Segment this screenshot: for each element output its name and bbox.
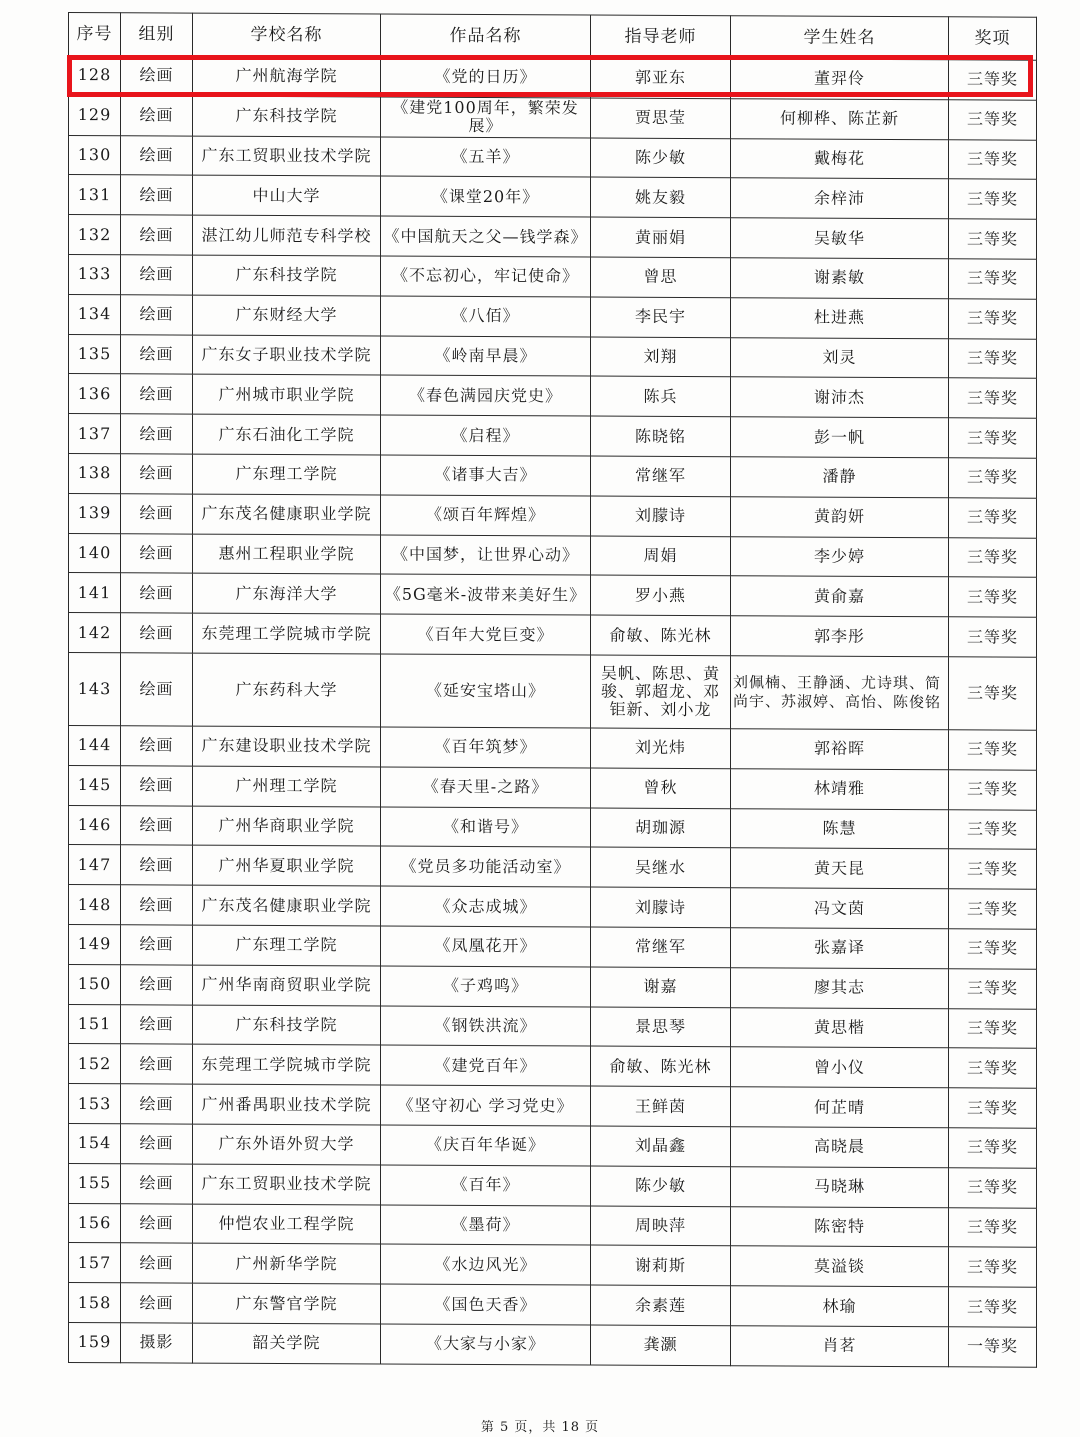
cell-group: 绘画 <box>121 1283 193 1323</box>
cell-students: 马晓琳 <box>731 1166 949 1207</box>
table-header-row <box>69 13 1037 61</box>
cell-work: 《中国梦，让世界心动》 <box>381 535 591 576</box>
cell-no: 128 <box>69 56 121 96</box>
cell-school: 广东外语外贸大学 <box>193 1124 381 1165</box>
table-row <box>69 56 1037 101</box>
cell-work: 《中国航天之父—钱学森》 <box>381 216 591 257</box>
cell-work: 《建党100周年，繁荣发展》 <box>381 97 591 138</box>
cell-no: 130 <box>69 135 121 175</box>
cell-group: 绘画 <box>121 1004 193 1044</box>
cell-no: 137 <box>69 414 121 454</box>
cell-teacher: 胡珈源 <box>591 808 731 848</box>
cell-teacher: 王鲜茵 <box>591 1086 731 1126</box>
cell-group: 绘画 <box>121 964 193 1004</box>
cell-award: 三等奖 <box>949 259 1037 299</box>
header-students: 学生姓名 <box>731 16 949 60</box>
cell-school: 广东女子职业技术学院 <box>193 335 381 376</box>
cell-group: 绘画 <box>121 1084 193 1124</box>
cell-students: 肖茗 <box>731 1326 949 1367</box>
cell-award: 一等奖 <box>949 1327 1037 1367</box>
awards-table <box>68 12 1037 1367</box>
cell-award: 三等奖 <box>949 100 1037 140</box>
cell-award: 三等奖 <box>949 809 1037 849</box>
cell-award: 三等奖 <box>949 889 1037 929</box>
table-row <box>69 254 1037 299</box>
cell-group: 绘画 <box>121 613 193 653</box>
table-body <box>69 56 1037 1367</box>
cell-students: 郭裕晖 <box>731 729 949 770</box>
cell-teacher: 周映萍 <box>591 1206 731 1246</box>
cell-school: 东莞理工学院城市学院 <box>193 613 381 654</box>
cell-group: 绘画 <box>121 885 193 925</box>
cell-teacher: 余素莲 <box>591 1285 731 1325</box>
cell-group: 绘画 <box>121 1044 193 1084</box>
cell-award: 三等奖 <box>949 969 1037 1009</box>
cell-school: 广东警官学院 <box>193 1283 381 1324</box>
cell-school: 广东理工学院 <box>193 454 381 495</box>
cell-no: 155 <box>69 1163 121 1203</box>
cell-group: 绘画 <box>121 533 193 573</box>
cell-work: 《诸事大吉》 <box>381 455 591 496</box>
cell-students: 郭李彤 <box>731 616 949 657</box>
cell-group: 绘画 <box>121 295 193 335</box>
cell-teacher: 曾思 <box>591 257 731 297</box>
cell-teacher: 龚灏 <box>591 1325 731 1365</box>
table-row <box>69 95 1037 140</box>
cell-no: 138 <box>69 453 121 493</box>
table-row <box>69 215 1037 260</box>
cell-award: 三等奖 <box>949 498 1037 538</box>
cell-work: 《不忘初心，牢记使命》 <box>381 256 591 297</box>
table-row <box>69 135 1037 180</box>
cell-teacher: 俞敏、陈光林 <box>591 615 731 655</box>
cell-students: 杜进燕 <box>731 298 949 339</box>
cell-school: 惠州工程职业学院 <box>193 534 381 575</box>
cell-no: 151 <box>69 1004 121 1044</box>
cell-no: 154 <box>69 1123 121 1163</box>
cell-no: 149 <box>69 924 121 964</box>
cell-school: 中山大学 <box>193 175 381 216</box>
cell-teacher: 刘翔 <box>591 337 731 377</box>
cell-teacher: 贾思莹 <box>591 98 731 138</box>
cell-school: 广州华商职业学院 <box>193 806 381 847</box>
cell-group: 绘画 <box>121 1163 193 1203</box>
table-row <box>69 334 1037 379</box>
cell-school: 广东科技学院 <box>193 96 381 137</box>
cell-school: 广州番禺职业技术学院 <box>193 1084 381 1125</box>
cell-teacher: 黄丽娟 <box>591 217 731 257</box>
header-group: 组别 <box>121 13 193 56</box>
cell-work: 《八佰》 <box>381 296 591 337</box>
cell-students: 曾小仪 <box>731 1047 949 1088</box>
cell-work: 《党员多功能活动室》 <box>381 846 591 887</box>
cell-school: 广东财经大学 <box>193 295 381 336</box>
cell-teacher: 周娟 <box>591 536 731 576</box>
table-row <box>69 924 1037 969</box>
cell-teacher: 陈少敏 <box>591 138 731 178</box>
cell-no: 147 <box>69 845 121 885</box>
cell-students: 廖其志 <box>731 967 949 1008</box>
cell-students: 何芷晴 <box>731 1087 949 1128</box>
cell-work: 《国色天香》 <box>381 1284 591 1325</box>
cell-teacher: 俞敏、陈光林 <box>591 1046 731 1086</box>
cell-group: 绘画 <box>121 255 193 295</box>
table-row <box>69 1004 1037 1049</box>
cell-no: 140 <box>69 533 121 573</box>
cell-students: 黄韵妍 <box>731 497 949 538</box>
cell-no: 142 <box>69 613 121 653</box>
table-row <box>69 1283 1037 1328</box>
cell-teacher: 刘朦诗 <box>591 496 731 536</box>
cell-school: 广东科技学院 <box>193 1005 381 1046</box>
cell-work: 《春色满园庆党史》 <box>381 375 591 416</box>
cell-school: 广东工贸职业技术学院 <box>193 1164 381 1205</box>
cell-award: 三等奖 <box>949 338 1037 378</box>
table-row <box>69 885 1037 930</box>
cell-award: 三等奖 <box>949 1287 1037 1327</box>
cell-group: 绘画 <box>121 845 193 885</box>
cell-teacher: 景思琴 <box>591 1007 731 1047</box>
cell-students: 黄天昆 <box>731 848 949 889</box>
cell-no: 152 <box>69 1044 121 1084</box>
cell-students: 高晓晨 <box>731 1127 949 1168</box>
cell-school: 广州华南商贸职业学院 <box>193 965 381 1006</box>
cell-group: 绘画 <box>121 96 193 136</box>
cell-group: 绘画 <box>121 215 193 255</box>
cell-award: 三等奖 <box>949 1008 1037 1048</box>
cell-students: 莫溢锬 <box>731 1246 949 1287</box>
cell-no: 145 <box>69 765 121 805</box>
cell-award: 三等奖 <box>949 1048 1037 1088</box>
table-row <box>69 652 1037 730</box>
cell-work: 《建党百年》 <box>381 1045 591 1086</box>
cell-award: 三等奖 <box>949 378 1037 418</box>
cell-award: 三等奖 <box>949 577 1037 617</box>
cell-work: 《岭南早晨》 <box>381 336 591 377</box>
cell-school: 广州航海学院 <box>193 56 381 97</box>
cell-work: 《百年大党巨变》 <box>381 614 591 655</box>
cell-work: 《庆百年华诞》 <box>381 1125 591 1166</box>
cell-students: 张嘉译 <box>731 928 949 969</box>
cell-no: 157 <box>69 1243 121 1283</box>
cell-teacher: 吴帆、陈思、黄骏、郭超龙、邓钜新、刘小龙 <box>591 655 731 729</box>
cell-school: 韶关学院 <box>193 1323 381 1364</box>
cell-award: 三等奖 <box>949 1168 1037 1208</box>
cell-no: 143 <box>69 652 121 725</box>
header-teacher: 指导老师 <box>591 15 731 59</box>
table-row <box>69 1084 1037 1129</box>
cell-work: 《凤凰花开》 <box>381 926 591 967</box>
cell-students: 林靖雅 <box>731 768 949 809</box>
table-row <box>69 294 1037 339</box>
cell-group: 绘画 <box>121 334 193 374</box>
cell-school: 广东石油化工学院 <box>193 414 381 455</box>
table-row <box>69 414 1037 459</box>
cell-teacher: 罗小燕 <box>591 575 731 615</box>
table-row <box>69 613 1037 658</box>
cell-group: 绘画 <box>121 653 193 726</box>
cell-work: 《延安宝塔山》 <box>381 654 591 728</box>
cell-award: 三等奖 <box>949 617 1037 657</box>
cell-award: 三等奖 <box>949 537 1037 577</box>
cell-work: 《墨荷》 <box>381 1205 591 1246</box>
cell-no: 139 <box>69 493 121 533</box>
cell-school: 广州新华学院 <box>193 1243 381 1284</box>
cell-school: 广州城市职业学院 <box>193 374 381 415</box>
cell-work: 《子鸡鸣》 <box>381 966 591 1007</box>
header-work: 作品名称 <box>381 14 591 58</box>
table-row <box>69 1044 1037 1089</box>
header-award: 奖项 <box>949 17 1037 60</box>
table-row <box>69 533 1037 578</box>
cell-students: 刘佩楠、王静涵、尤诗琪、简尚宇、苏淑婷、高怡、陈俊铭 <box>731 656 949 730</box>
cell-teacher: 常继军 <box>591 456 731 496</box>
cell-no: 148 <box>69 885 121 925</box>
cell-teacher: 刘朦诗 <box>591 887 731 927</box>
cell-school: 广东茂名健康职业学院 <box>193 494 381 535</box>
cell-students: 谢素敏 <box>731 258 949 299</box>
cell-students: 陈密特 <box>731 1206 949 1247</box>
table-row <box>69 725 1037 770</box>
cell-teacher: 谢嘉 <box>591 967 731 1007</box>
cell-group: 绘画 <box>121 925 193 965</box>
cell-students: 彭一帆 <box>731 417 949 458</box>
cell-award: 三等奖 <box>949 458 1037 498</box>
cell-group: 绘画 <box>121 56 193 96</box>
cell-award: 三等奖 <box>949 418 1037 458</box>
cell-school: 广东茂名健康职业学院 <box>193 885 381 926</box>
cell-teacher: 谢莉斯 <box>591 1245 731 1285</box>
cell-award: 三等奖 <box>949 299 1037 339</box>
table-row <box>69 374 1037 419</box>
cell-students: 戴梅花 <box>731 138 949 179</box>
cell-award: 三等奖 <box>949 1207 1037 1247</box>
cell-work: 《水边风光》 <box>381 1244 591 1285</box>
cell-group: 绘画 <box>121 175 193 215</box>
cell-teacher: 陈少敏 <box>591 1166 731 1206</box>
cell-no: 156 <box>69 1203 121 1243</box>
cell-no: 141 <box>69 573 121 613</box>
header-school: 学校名称 <box>193 13 381 57</box>
cell-students: 潘静 <box>731 457 949 498</box>
cell-work: 《大家与小家》 <box>381 1324 591 1365</box>
cell-students: 余梓沛 <box>731 178 949 219</box>
cell-group: 绘画 <box>121 374 193 414</box>
cell-group: 绘画 <box>121 414 193 454</box>
cell-school: 湛江幼儿师范专科学校 <box>193 215 381 256</box>
cell-no: 132 <box>69 215 121 255</box>
cell-group: 绘画 <box>121 805 193 845</box>
cell-work: 《课堂20年》 <box>381 176 591 217</box>
cell-students: 吴敏华 <box>731 218 949 259</box>
cell-no: 153 <box>69 1084 121 1124</box>
cell-work: 《和谐号》 <box>381 807 591 848</box>
cell-no: 150 <box>69 964 121 1004</box>
cell-no: 135 <box>69 334 121 374</box>
page-number-footer: 第 5 页，共 18 页 <box>480 1420 600 1435</box>
cell-teacher: 吴继水 <box>591 847 731 887</box>
cell-award: 三等奖 <box>949 770 1037 810</box>
cell-award: 三等奖 <box>949 1247 1037 1287</box>
cell-award: 三等奖 <box>949 657 1037 730</box>
table-row <box>69 765 1037 810</box>
cell-teacher: 曾秋 <box>591 768 731 808</box>
cell-students: 冯文茵 <box>731 888 949 929</box>
cell-work: 《百年》 <box>381 1165 591 1206</box>
table-row <box>69 573 1037 618</box>
cell-no: 159 <box>69 1322 121 1362</box>
cell-group: 摄影 <box>121 1323 193 1363</box>
cell-students: 李少婷 <box>731 536 949 577</box>
table-row <box>69 1203 1037 1248</box>
cell-students: 林瑜 <box>731 1286 949 1327</box>
table-row <box>69 1123 1037 1168</box>
cell-award: 三等奖 <box>949 1128 1037 1168</box>
cell-no: 146 <box>69 805 121 845</box>
cell-students: 陈慧 <box>731 808 949 849</box>
cell-school: 仲恺农业工程学院 <box>193 1204 381 1245</box>
table-row <box>69 1163 1037 1208</box>
cell-group: 绘画 <box>121 1243 193 1283</box>
cell-award: 三等奖 <box>949 139 1037 179</box>
cell-work: 《春天里-之路》 <box>381 767 591 808</box>
cell-no: 131 <box>69 175 121 215</box>
cell-group: 绘画 <box>121 766 193 806</box>
cell-work: 《党的日历》 <box>381 57 591 98</box>
cell-work: 《颂百年辉煌》 <box>381 495 591 536</box>
cell-students: 刘灵 <box>731 337 949 378</box>
cell-group: 绘画 <box>121 135 193 175</box>
cell-students: 谢沛杰 <box>731 377 949 418</box>
cell-work: 《5G毫米-波带来美好生》 <box>381 574 591 615</box>
cell-students: 董羿伶 <box>731 59 949 100</box>
cell-school: 广州理工学院 <box>193 766 381 807</box>
cell-teacher: 陈晓铭 <box>591 416 731 456</box>
cell-school: 广东科技学院 <box>193 255 381 296</box>
header-no: 序号 <box>69 13 121 56</box>
cell-award: 三等奖 <box>949 730 1037 770</box>
cell-no: 136 <box>69 374 121 414</box>
table-row <box>69 964 1037 1009</box>
cell-group: 绘画 <box>121 494 193 534</box>
table-row <box>69 453 1037 498</box>
cell-teacher: 常继军 <box>591 927 731 967</box>
cell-work: 《众志成城》 <box>381 886 591 927</box>
cell-work: 《百年筑梦》 <box>381 727 591 768</box>
cell-teacher: 刘光炜 <box>591 728 731 768</box>
cell-group: 绘画 <box>121 1124 193 1164</box>
cell-award: 三等奖 <box>949 60 1037 100</box>
cell-teacher: 姚友毅 <box>591 177 731 217</box>
cell-award: 三等奖 <box>949 1088 1037 1128</box>
cell-no: 133 <box>69 254 121 294</box>
cell-school: 广州华夏职业学院 <box>193 845 381 886</box>
cell-teacher: 刘晶鑫 <box>591 1126 731 1166</box>
cell-no: 144 <box>69 725 121 765</box>
cell-no: 134 <box>69 294 121 334</box>
cell-group: 绘画 <box>121 454 193 494</box>
table-row <box>69 805 1037 850</box>
cell-teacher: 郭亚东 <box>591 58 731 98</box>
cell-students: 黄思楷 <box>731 1007 949 1048</box>
cell-school: 广东建设职业技术学院 <box>193 726 381 767</box>
cell-students: 黄俞嘉 <box>731 576 949 617</box>
cell-no: 129 <box>69 95 121 135</box>
table-row <box>69 1243 1037 1288</box>
table-row <box>69 845 1037 890</box>
cell-award: 三等奖 <box>949 219 1037 259</box>
cell-award: 三等奖 <box>949 849 1037 889</box>
cell-teacher: 陈兵 <box>591 376 731 416</box>
cell-no: 158 <box>69 1283 121 1323</box>
cell-students: 何柳桦、陈芷新 <box>731 99 949 140</box>
table-row <box>69 1322 1037 1367</box>
cell-work: 《坚守初心 学习党史》 <box>381 1085 591 1126</box>
cell-school: 东莞理工学院城市学院 <box>193 1044 381 1085</box>
table-row <box>69 175 1037 220</box>
table-row <box>69 493 1037 538</box>
cell-school: 广东海洋大学 <box>193 573 381 614</box>
cell-award: 三等奖 <box>949 179 1037 219</box>
cell-award: 三等奖 <box>949 929 1037 969</box>
cell-group: 绘画 <box>121 726 193 766</box>
cell-group: 绘画 <box>121 573 193 613</box>
cell-group: 绘画 <box>121 1203 193 1243</box>
cell-teacher: 李民宇 <box>591 297 731 337</box>
cell-work: 《五羊》 <box>381 137 591 178</box>
cell-school: 广东药科大学 <box>193 653 381 727</box>
cell-work: 《钢铁洪流》 <box>381 1006 591 1047</box>
cell-school: 广东工贸职业技术学院 <box>193 136 381 177</box>
cell-work: 《启程》 <box>381 415 591 456</box>
cell-school: 广东理工学院 <box>193 925 381 966</box>
